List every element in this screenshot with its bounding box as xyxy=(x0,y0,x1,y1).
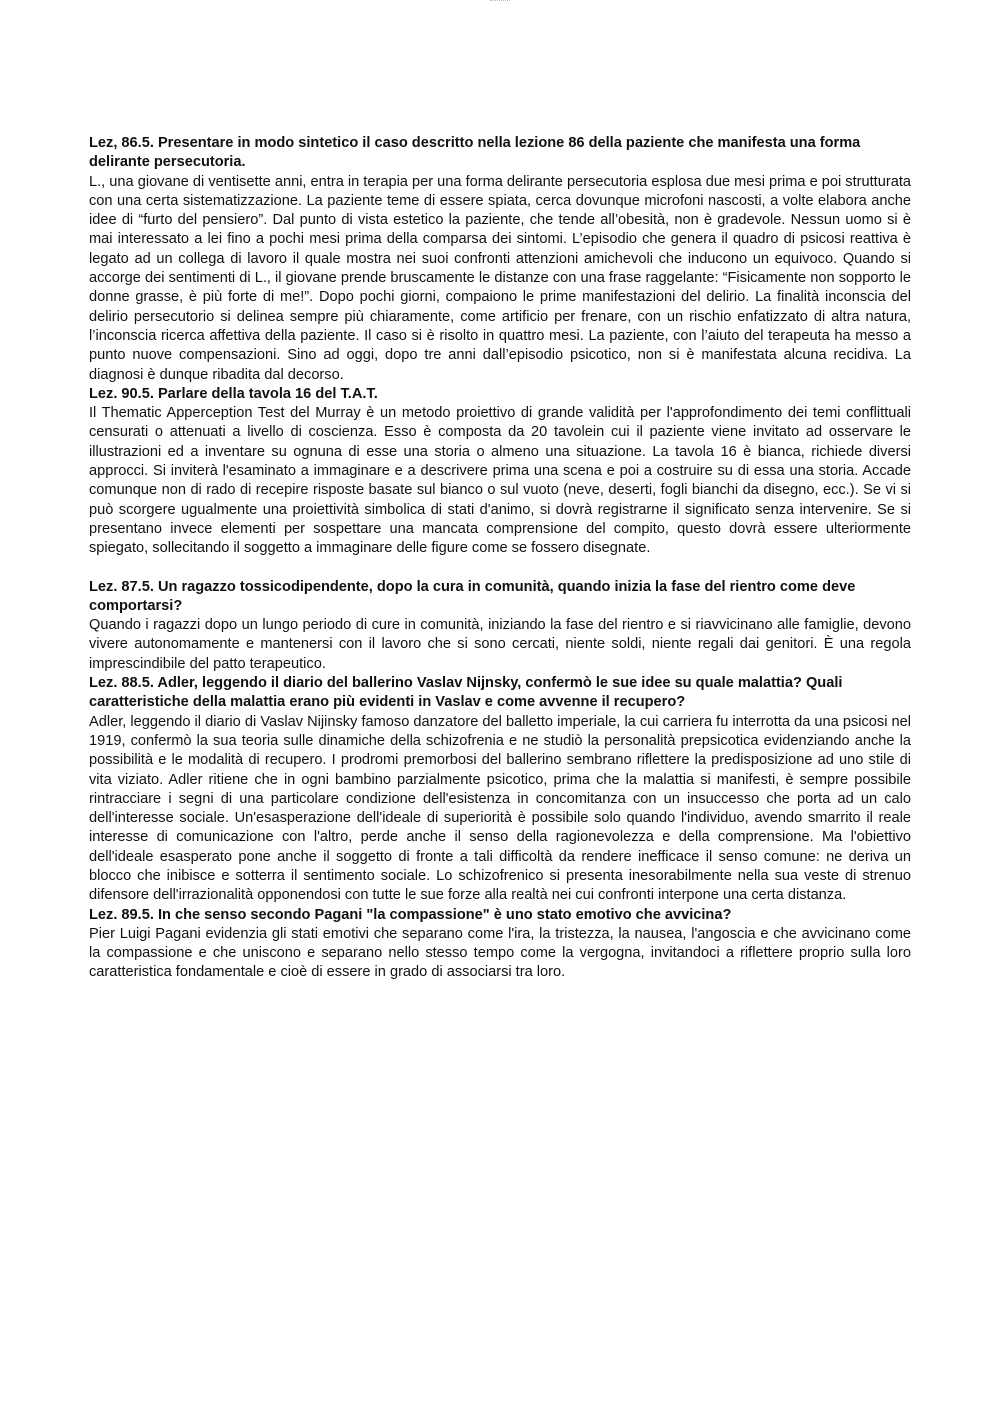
page-header-mark xyxy=(490,0,510,4)
document-body xyxy=(89,134,911,983)
question-heading: Lez. 88.5. Adler, leggendo il diario del ballerino Vaslav Nijnsky, confermò le sue idee su quale malattia? Quali caratteristiche della malattia erano più evidenti in Vaslav e come avvenne il recupero? xyxy=(89,675,843,711)
answer-paragraph: Adler, leggendo il diario di Vaslav Nijinsky famoso danzatore del balletto imperiale, la cui carriera fu interrotta da una psicosi nel 1919, confermò la sua teoria sulle dinamiche della schizofrenia e ne studiò la personalità prepsicotica evidenziando anche la possibilità e le modalità di recupero. I prodromi premorbosi del ballerino sembrano riflettere la predisposizione ad uno stile di vita viziato. Adler ritiene che in ogni bambino parzialmente psicotico, prima che la malattia si manifesti, è sempre possibile rintracciare i segni di una particolare condizione dell'esistenza in concomitanza con un insuccesso che porta ad un calo dell'interesse sociale. Un'esasperazione dell'ideale di superiorità è possibile solo quando l'individuo, avendo smarrito il reale interesse di comunicazione con l'altro, perde anche il senso della ragionevolezza e della comprensione. Ma l'obiettivo dell'ideale esasperato pone anche il soggetto di fronte a tali difficoltà da rendere inefficace il senso comune: ne deriva un blocco che inibisce e sotterra il sentimento sociale. Lo schizofrenico si presenta inesorabilmente nella sua veste di strenuo difensore dell'irrazionalità opponendosi con tutte le sue forze alla realtà nei cui confronti interpone una certa distanza. xyxy=(89,713,911,904)
answer-paragraph: L., una giovane di ventisette anni, entra in terapia per una forma delirante persecutoria esplosa due mesi prima e poi strutturata con una certa sistematizzazione. La paziente teme di essere spiata, cerca dovunque microfoni nascosti, a volte elabora anche idee di “furto del pensiero”. Dal punto di vista estetico la paziente, che tende all’obesità, non è gradevole. Nessun uomo si è mai interessato a lei fino a pochi mesi prima della comparsa dei sintomi. L’episodio che genera il quadro di psicosi reattiva è legato ad un collega di lavoro il quale mostra nei suoi confronti attenzioni amichevoli che inducono un equivoco. Quando si accorge dei sentimenti di L., il giovane prende bruscamente le distanze con una frase raggelante: “Fisicamente non sopporto le donne grasse, è più forte di me!”. Dopo pochi giorni, compaiono le prime manifestazioni del delirio. La finalità inconscia del delirio persecutorio si delinea sempre più chiaramente, come artificio per frenare, con un rischio enfatizzato di altra natura, l’inconscia ricerca affettiva della paziente. Il caso si è risolto in quattro mesi. La paziente, con l’aiuto del terapeuta ha messo a punto nuove compensazioni. Sino ad oggi, dopo tre anni dall’episodio psicotico, non si è manifestata alcuna recidiva. La diagnosi è dunque ribadita dal decorso. xyxy=(89,173,911,383)
question-heading: Lez. 90.5. Parlare della tavola 16 del T.A.T. xyxy=(89,385,378,402)
answer-paragraph: Quando i ragazzi dopo un lungo periodo di cure in comunità, iniziando la fase del rientro e si riavvicinano alle famiglie, devono vivere autonomamente e mantenersi con il lavoro che si sono cercati, niente soldi, niente regali dai genitori. È una regola imprescindibile del patto terapeutico. xyxy=(89,617,911,672)
answer-paragraph: Il Thematic Apperception Test del Murray è un metodo proiettivo di grande validità per l'approfondimento dei temi conflittuali censurati o attenuati a livello di coscienza. Esso è composta da 20 tavolein cui il paziente viene invitato ad osservare le illustrazioni ed a inventare su ognuna di esse una storia o almeno una situazione. La tavola 16 è bianca, richiede diversi approcci. Si inviterà l'esaminato a immaginare e a descrivere prima una scena e poi a costruire su di essa una storia. Accade comunque non di rado di recepire risposte basate sul bianco o sul vuoto (neve, deserti, fogli bianchi da disegno, ecc.). Se vi si può scorgere ugualmente una proiettività simbolica di stati d'animo, si dovrà registrarne il significato senza intervenire. Se si presentano invece elementi per sospettare una mancata comprensione del compito, questo dovrà essere ulteriormente spiegato, sollecitando il soggetto a immaginare delle figure come se fossero disegnate. xyxy=(89,405,911,557)
section-spacer xyxy=(89,559,911,578)
answer-paragraph: Pier Luigi Pagani evidenzia gli stati emotivi che separano come l'ira, la tristezza, la nausea, l'angoscia e che avvicinano come la compassione e che uniscono e separano nello stesso tempo come la vergogna, invitandoci a riflettere proprio sulla loro caratteristica fondamentale e cioè di essere in grado di associarsi tra loro. xyxy=(89,925,911,981)
question-heading: Lez. 87.5. Un ragazzo tossicodipendente, dopo la cura in comunità, quando inizia la fase del rientro come deve comportarsi? xyxy=(89,578,856,614)
question-heading: Lez, 86.5. Presentare in modo sintetico il caso descritto nella lezione 86 della paziente che manifesta una forma delirante persecutoria. xyxy=(89,135,861,171)
question-heading: Lez. 89.5. In che senso secondo Pagani "la compassione" è uno stato emotivo che avvicina? xyxy=(89,906,732,923)
